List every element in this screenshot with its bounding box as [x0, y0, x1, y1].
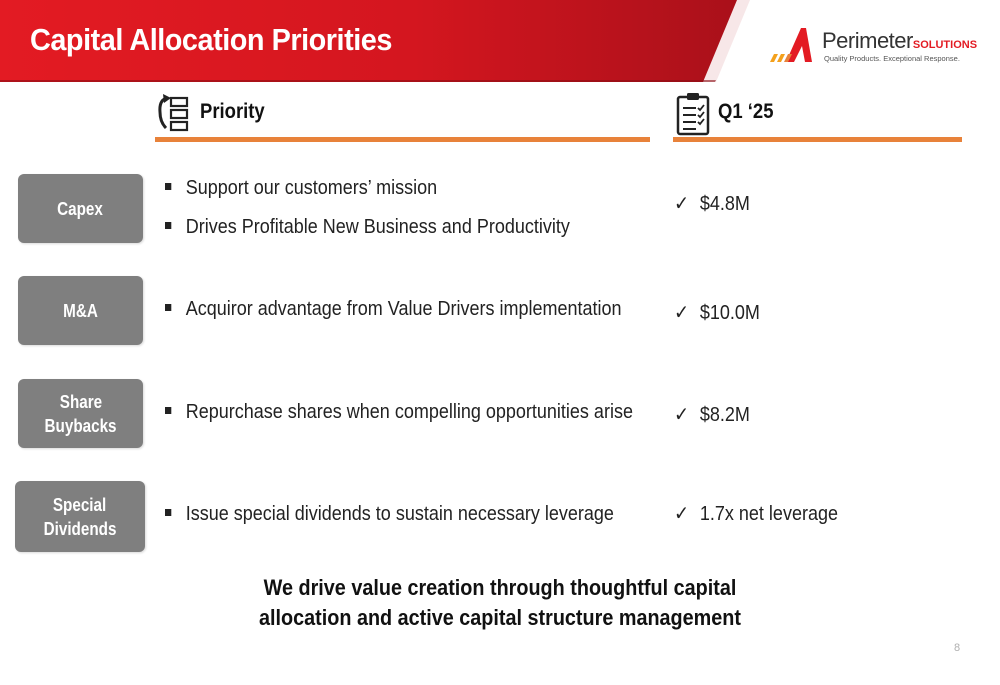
- q1-value-ma: ✓ $10.0M: [674, 302, 760, 324]
- bullet-item: Support our customers’ mission: [165, 177, 437, 200]
- bullet-item: Drives Profitable New Business and Productivity: [165, 216, 570, 239]
- q1-value-buybacks: ✓ $8.2M: [674, 404, 750, 426]
- category-label: M&A: [63, 300, 98, 321]
- priority-column-header: Priority: [200, 100, 265, 123]
- clipboard-checklist-icon: [676, 92, 710, 136]
- category-special-dividends: [15, 481, 145, 552]
- category-capex: [18, 174, 143, 243]
- page-title: Capital Allocation Priorities: [30, 22, 392, 57]
- logo-name: Perimeter: [822, 28, 913, 53]
- q1-value-dividends: ✓ 1.7x net leverage: [674, 503, 838, 525]
- q1-column-header: Q1 ‘25: [718, 100, 774, 123]
- checkmark-icon: ✓: [674, 503, 690, 525]
- summary-line-2: allocation and active capital structure management: [259, 605, 741, 630]
- checkmark-icon: ✓: [674, 193, 690, 215]
- perimeter-logo-icon: [768, 24, 820, 68]
- category-label: Capex: [57, 198, 104, 219]
- category-label-line1: Share: [59, 391, 102, 412]
- category-share-buybacks: [18, 379, 143, 448]
- priority-rule: [155, 137, 650, 142]
- checkmark-icon: ✓: [674, 302, 690, 324]
- category-label-line2: Buybacks: [44, 415, 117, 436]
- logo-name-suffix: SOLUTIONS: [912, 39, 978, 51]
- summary-statement: [0, 573, 1000, 633]
- bullet-item: Repurchase shares when compelling opportunities arise: [165, 401, 633, 424]
- logo-wordmark: [822, 28, 977, 54]
- category-label-line1: Special: [53, 494, 107, 515]
- company-logo: [768, 24, 978, 68]
- logo-tagline: Quality Products. Exceptional Response.: [824, 54, 960, 63]
- list-arrow-icon: [157, 94, 191, 134]
- q1-value-capex: ✓ $4.8M: [674, 193, 750, 215]
- summary-line-1: We drive value creation through thoughtful capital: [263, 575, 737, 600]
- category-label-line2: Dividends: [43, 518, 117, 539]
- bullet-item: Acquiror advantage from Value Drivers implementation: [165, 298, 622, 321]
- q1-rule: [673, 137, 962, 142]
- bullet-item: Issue special dividends to sustain necessary leverage: [165, 503, 614, 526]
- category-ma: [18, 276, 143, 345]
- checkmark-icon: ✓: [674, 404, 690, 426]
- page-number: 8: [954, 642, 961, 654]
